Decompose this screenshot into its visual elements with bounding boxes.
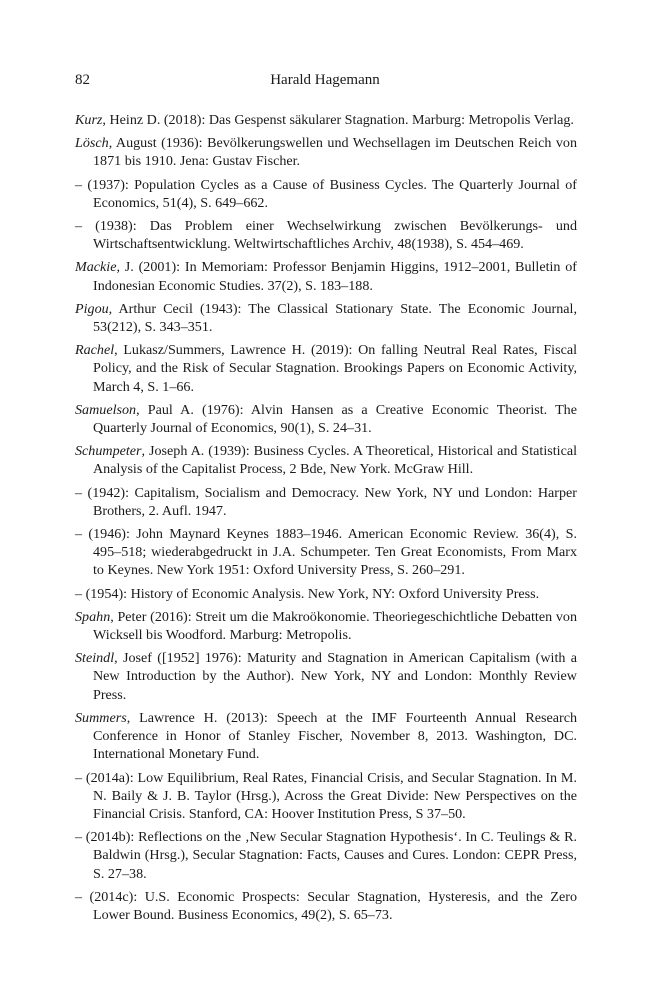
reference-text: , August (1936): Bevölkerungswellen und Wechsellagen im Deutschen Reich von 1871 bis 1910. Jena: Gustav Fischer.: [93, 135, 577, 170]
reference-text: – (1938): Das Problem einer Wechselwirkung zwischen Bevölkerungs- und Wirtschaftsentwicklung. Weltwirtschaftliches Archiv, 48(1938), S. 454–469.: [75, 218, 577, 253]
reference-entry: [75, 525, 577, 580]
reference-text: , Josef ([1952] 1976): Maturity and Stagnation in American Capitalism (with a New Introduction by the Author). New York, NY and London: Monthly Review Press.: [93, 650, 577, 703]
reference-text: , Lukasz/Summers, Lawrence H. (2019): On falling Neutral Real Rates, Fiscal Policy, and the Risk of Secular Stagnation. Brookings Papers on Economic Activity, March 4, S. 1–66.: [93, 342, 577, 395]
reference-author: Spahn: [75, 608, 111, 625]
reference-author: Schumpeter: [75, 443, 142, 460]
reference-author: Samuelson: [75, 401, 137, 418]
reference-author: Summers: [75, 709, 127, 726]
reference-entry: [75, 217, 577, 253]
reference-entry: [75, 649, 577, 704]
reference-entry: [75, 258, 577, 294]
reference-text: , Lawrence H. (2013): Speech at the IMF Fourteenth Annual Research Conference in Honor of Stanley Fischer, November 8, 2013. Washington, DC. International Monetary Fund.: [93, 709, 577, 763]
reference-text: – (2014b): Reflections on the ‚New Secular Stagnation Hypothesis‘. In C. Teulings & R. Baldwin (Hrsg.), Secular Stagnation: Facts, Causes and Cures. London: CEPR Press, S. 27–38.: [75, 829, 577, 882]
reference-entry: [75, 300, 577, 336]
reference-text: – (2014a): Low Equilibrium, Real Rates, Financial Crisis, and Secular Stagnation. In M. N. Baily & J. B. Taylor (Hrsg.), Across the Great Divide: New Perspectives on the Financial Crisis. Stanford, CA: Hoover Institution Press, S 37–50.: [75, 769, 577, 822]
reference-author: Lösch: [75, 135, 109, 152]
reference-entry: [75, 484, 577, 520]
reference-text: – (2014c): U.S. Economic Prospects: Secular Stagnation, Hysteresis, and the Zero Lower Bound. Business Economics, 49(2), S. 65–73.: [75, 888, 577, 923]
reference-text: – (1954): History of Economic Analysis. New York, NY: Oxford University Press.: [75, 585, 540, 602]
reference-text: , Joseph A. (1939): Business Cycles. A Theoretical, Historical and Statistical Analysis of the Capitalist Process, 2 Bde, New York. McGraw Hill.: [93, 443, 577, 478]
reference-entry: [75, 134, 577, 170]
reference-entry: [75, 401, 577, 437]
reference-entry: [75, 709, 577, 764]
running-head: Harald Hagemann: [270, 72, 380, 88]
reference-entry: [75, 608, 577, 644]
reference-list: [75, 111, 577, 929]
reference-entry: [75, 828, 577, 883]
reference-author: Steindl: [75, 650, 115, 667]
reference-text: , Paul A. (1976): Alvin Hansen as a Creative Economic Theorist. The Quarterly Journal of Economics, 90(1), S. 24–31.: [93, 401, 577, 437]
reference-text: , Peter (2016): Streit um die Makroökonomie. Theoriegeschichtliche Debatten von Wicksell bis Woodford. Marburg: Metropolis.: [93, 608, 577, 644]
reference-entry: [75, 769, 577, 824]
reference-text: , Heinz D. (2018): Das Gespenst säkularer Stagnation. Marburg: Metropolis Verlag.: [102, 112, 574, 128]
reference-entry: [75, 585, 577, 603]
reference-entry: [75, 111, 577, 129]
page-number: 82: [75, 72, 90, 88]
reference-author: Mackie: [75, 259, 117, 276]
page-header: [75, 72, 575, 92]
reference-text: – (1937): Population Cycles as a Cause of Business Cycles. The Quarterly Journal of Economics, 51(4), S. 649–662.: [75, 176, 577, 211]
reference-entry: [75, 176, 577, 212]
reference-text: – (1942): Capitalism, Socialism and Democracy. New York, NY und London: Harper Brothers, 2. Aufl. 1947.: [75, 484, 577, 519]
reference-entry: [75, 888, 577, 924]
reference-text: , Arthur Cecil (1943): The Classical Stationary State. The Economic Journal, 53(212), S. 343–351.: [93, 300, 577, 336]
reference-entry: [75, 442, 577, 478]
reference-text: – (1946): John Maynard Keynes 1883–1946. American Economic Review. 36(4), S. 495–518; wiederabgedruckt in J.A. Schumpeter. Ten Great Economists, From Marx to Keynes. New York 1951: Oxford University Press, S. 260–291.: [75, 526, 577, 579]
reference-author: Rachel: [75, 342, 115, 359]
reference-author: Kurz: [75, 112, 103, 128]
reference-author: Pigou: [75, 300, 109, 317]
reference-text: , J. (2001): In Memoriam: Professor Benjamin Higgins, 1912–2001, Bulletin of Indonesian Economic Studies. 37(2), S. 183–188.: [93, 259, 577, 294]
reference-entry: [75, 341, 577, 396]
